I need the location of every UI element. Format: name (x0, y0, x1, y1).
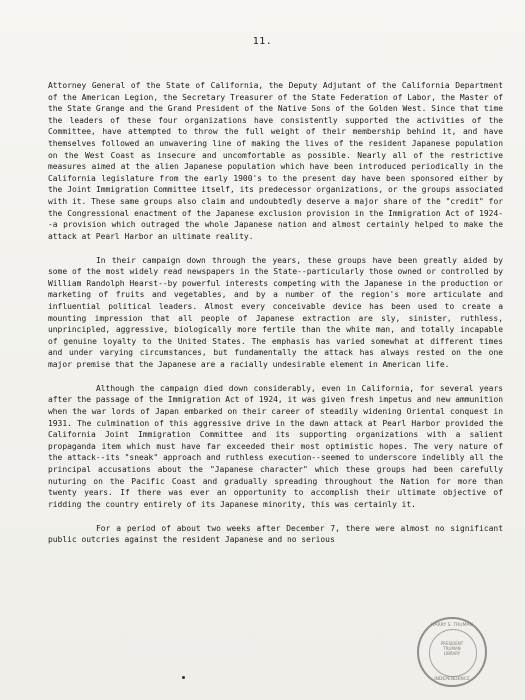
page-number: 11. (252, 36, 273, 47)
stamp-bottom-text: INDEPENDENCE (434, 677, 470, 682)
paragraph-2: In their campaign down through the years, these groups have been greatly aided by some of the most widely read newspapers in the State--particularly those owned or controlled by William Randolph Hearst--by powerful interests competing with the Japanese in the production or marketing of fruits and vegetables, and by a number of the region's more articulate and influential political leaders. Almost every conceivable device has been used to create a mounting impression that all people of Japanese extraction are sly, sinister, ruthless, unprincipled, aggressive, biologically more fertile than the white man, and totally incapable of genuine loyalty to the United States. The emphasis has varied somewhat at different times and under varying circumstances, but fundamentally the attack has always rested on the one major premise that the Japanese are a racially undesirable element in American life. (48, 255, 503, 369)
paragraph-1: Attorney General of the State of California, the Deputy Adjutant of the California Department of the American Legion, the Secretary Treasurer of the State Federation of Labor, the Master of the State Grange and the Grand President of the Native Sons of the Golden West. Since that time the leaders of these four organizations have consistently supported the activities of the Committee, have attempted to throw the full weight of their membership behind it, and have themselves followed an unwavering line of making the lives of the resident Japanese population on the West Coast as insecure and uncomfortable as possible. Nearly all of the restrictive measures aimed at the alien Japanese population which have been introduced periodically in the California legislature from the early 1900's to the present day have been sponsored either by the Joint Immigration Committee itself, its predecessor organizations, or the groups associated with it. These same groups also claim and undoubtedly deserve a major share of the "credit" for the Congressional enactment of the Japanese exclusion provision in the Immigration Act of 1924--a provision which outraged the whole Japanese nation and almost certainly helped to make the attack at Pearl Harbor an ultimate reality. (48, 81, 503, 241)
paragraph-4: For a period of about two weeks after December 7, there were almost no significant public outcries against the resident Japanese and no serious (48, 523, 503, 545)
stamp-center-text: PRESIDENT TRUMAN LIBRARY (440, 641, 464, 656)
library-stamp (417, 617, 487, 687)
ink-speck (182, 676, 185, 679)
body-text (48, 80, 503, 558)
paragraph-3: Although the campaign died down considerably, even in California, for several years after the passage of the Immigration Act of 1924, it was given fresh impetus and new ammunition when the war lords of Japan embarked on their career of steadily widening Oriental conquest in 1931. The culmination of this aggressive drive in the dawn attack at Pearl Harbor provided the California Joint Immigration Committee and its supporting organizations with a salient propaganda item which must have far exceeded their most optimistic hopes. The very nature of the attack--its "sneak" approach and ruthless execution--seemed to underscore indelibly all the principal accusations about the "Japanese character" which these groups had been carefully nuturing on the Pacific Coast and gradually spreading throughout the Nation for more than twenty years. If there was ever an opportunity to accomplish their ultimate objective of ridding the country entirely of its Japanese minority, this was certainly it. (48, 383, 503, 509)
stamp-top-text: HARRY S. TRUMAN (431, 623, 473, 628)
